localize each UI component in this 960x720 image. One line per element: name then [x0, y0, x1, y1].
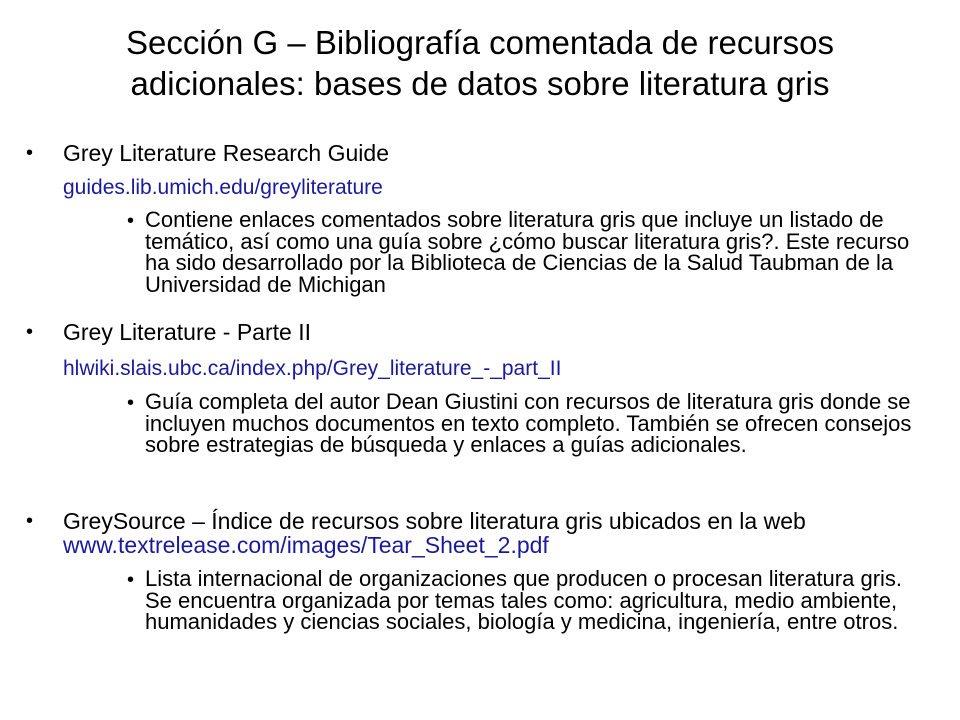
resource-link[interactable]: guides.lib.umich.edu/greyliterature	[63, 176, 383, 199]
sub-bullet-icon: •	[127, 569, 135, 591]
resource-link[interactable]: hlwiki.slais.ubc.ca/index.php/Grey_literature_-_part_II	[63, 357, 562, 380]
resource-link[interactable]: www.textrelease.com/images/Tear_Sheet_2.pdf	[63, 532, 549, 558]
sub-bullet-icon: •	[127, 210, 135, 232]
sub-bullet-icon: •	[127, 392, 135, 414]
resource-name	[63, 509, 943, 557]
bullet-icon: •	[26, 321, 34, 343]
resource-description: Guía completa del autor Dean Giustini con recursos de literatura gris donde se incluyen muchos documentos en texto completo. También se ofrecen consejos sobre estrategias de búsqueda y enlaces a guías adicionales.	[145, 389, 912, 457]
slide-title-line-2: adicionales: bases de datos sobre literatura gris	[130, 65, 830, 102]
bullet-icon: •	[26, 142, 34, 164]
bullet-icon: •	[26, 510, 34, 532]
resource-description: Lista internacional de organizaciones que producen o procesan literatura gris. Se encuentra organizada por temas tales como: agricultura, medio ambiente, humanidades y ciencias sociales, biología y medicina, ingeniería, entre otros.	[145, 566, 903, 634]
slide-title	[40, 22, 920, 104]
resource-name-text: GreySource – Índice de recursos sobre literatura gris ubicados en la web	[63, 508, 806, 534]
resource-name: Grey Literature Research Guide	[63, 140, 389, 166]
slide-title-line-1: Sección G – Bibliografía comentada de recursos	[125, 24, 835, 61]
resource-name: Grey Literature - Parte II	[63, 319, 311, 345]
resource-description: Contiene enlaces comentados sobre literatura gris que incluye un listado de temático, así como una guía sobre ¿cómo buscar literatura gris?. Este recurso ha sido desarrollado por la Biblioteca de Ciencias de la Salud Taubman de la Universidad de Michigan	[145, 207, 910, 297]
